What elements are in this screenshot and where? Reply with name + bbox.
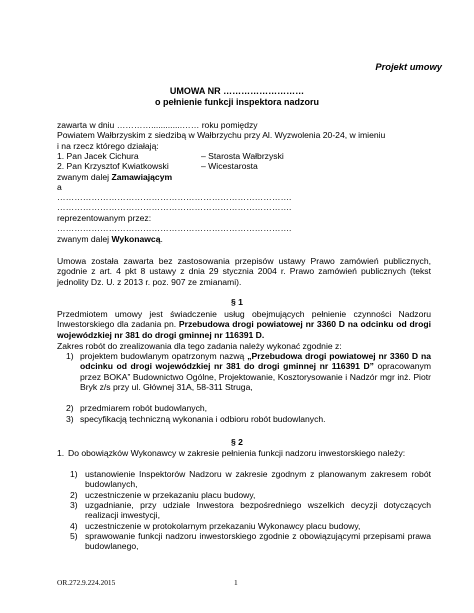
legal-basis-paragraph: Umowa została zawarta bez zastosowania przepisów ustawy Prawo zamówień publicznych, zgodnie z art. 4 pkt 8 ustawy z dnia 29 stycznia 2004 r. Prawo zamówień publicznych (tekst jednolity Dz. U. z 2013 r. poz. 907 ze zmianami). [57, 256, 431, 287]
duty-4-number: 4) [70, 521, 78, 531]
contract-subtitle: o pełnienie funkcji inspektora nadzoru [154, 97, 320, 107]
page-number: 1 [234, 578, 238, 587]
scope-item-1 [80, 351, 431, 393]
contract-title: UMOWA NR ……………………… [169, 86, 305, 96]
scope-item-2-number: 2) [66, 403, 74, 413]
and-word: a [57, 182, 62, 192]
intro-line-1: zawarta w dniu ………….............…… roku pomiędzy [57, 120, 258, 130]
duty-2-number: 2) [70, 490, 78, 500]
section-1-heading: § 1 [231, 297, 243, 307]
scope-intro: Zakres robót do zrealizowania dla tego zadania należy wykonać zgodnie z: [57, 341, 342, 351]
party-person-2-role: – Wicestarosta [201, 161, 258, 171]
duty-2: uczestniczenie w przekazaniu placu budowy, [85, 490, 256, 500]
party-person-1-name: 1. Pan Jacek Cichura [57, 151, 139, 161]
party-person-1-role: – Starosta Wałbrzyski [201, 151, 284, 161]
intro-line-2: Powiatem Wałbrzyskim z siedzibą w Wałbrzychu przy Al. Wyzwolenia 20-24, w imieniu [57, 130, 386, 140]
scope-item-1-prefix: projektem budowlanym opatrzonym nazwą [80, 351, 245, 361]
blank-line-3: ………………………………………………………………………. [57, 223, 292, 233]
represented-by: reprezentowanym przez: [57, 213, 152, 223]
ordering-party-name: Zamawiającym [111, 172, 173, 182]
duty-4: uczestniczenie w protokolarnym przekazaniu Wykonawcy placu budowy, [85, 521, 361, 531]
blank-line-1: ………………………………………………………………………. [57, 192, 292, 202]
project-title: „Przebudowa drogi powiatowej nr 3360 D na odcinku od drogi wojewódzkiej nr 381 do drogi gminnej nr 116391 D” [80, 351, 432, 372]
duty-5: sprawowanie funkcji nadzoru inwestorskiego zgodnie z obowiązującymi przepisami prawa budowlanego, [85, 531, 431, 552]
section-1-paragraph [57, 309, 431, 340]
called-contractor [57, 234, 163, 244]
section-2-point-1: Do obowiązków Wykonawcy w zakresie pełnienia funkcji nadzoru inwestorskiego należy: [68, 448, 406, 458]
called2-suffix: . [160, 234, 163, 244]
section-1-text: Przedmiotem umowy jest świadczenie usług obejmujących pełnienie czynności Nadzoru Inwestorskiego dla zadania pn. [57, 309, 431, 330]
draft-label: Projekt umowy [375, 61, 442, 72]
scope-item-2: przedmiarem robót budowlanych, [80, 403, 208, 413]
section-2-heading: § 2 [231, 437, 243, 447]
party-person-2-name: 2. Pan Krzysztof Kwiatkowski [57, 161, 169, 171]
duty-3: uzgadnianie, przy udziale Inwestora bezpośredniego wszelkich decyzji dotyczących realizacji inwestycji, [85, 500, 431, 521]
section-2-point-1-number: 1. [57, 448, 65, 458]
duty-1: ustanowienie Inspektorów Nadzoru w zakresie zgodnym z planowanym zakresem robót budowlanych, [85, 469, 431, 490]
task-name: Przebudowa drogi powiatowej nr 3360 D na odcinku od drogi wojewódzkiej nr 381 do drogi gminnej nr 116391 D. [57, 319, 431, 340]
called2-prefix: zwanym dalej [57, 234, 112, 244]
called-ordering-party [57, 172, 172, 182]
duty-5-number: 5) [70, 531, 78, 541]
scope-item-3-number: 3) [66, 414, 74, 424]
duty-3-number: 3) [70, 500, 78, 510]
contractor-party-name: Wykonawcą [111, 234, 161, 244]
scope-item-1-rest: opracowanym przez BOKA” Budownictwo Ogólne, Projektowanie, Kosztorysowanie i Nadzór mgr inż. Piotr Bryk z/s przy ul. Głównej 31A, 58-311 Struga, [80, 361, 431, 393]
blank-line-2: ………………………………………………………………………. [57, 202, 292, 212]
intro-line-3: i na rzecz którego działają: [57, 141, 159, 151]
document-reference: OR.272.9.224.2015 [57, 578, 116, 587]
duty-1-number: 1) [70, 469, 78, 479]
called-prefix: zwanym dalej [57, 172, 112, 182]
scope-item-1-number: 1) [66, 351, 74, 361]
scope-item-3: specyfikacją techniczną wykonania i odbioru robót budowlanych. [80, 414, 326, 424]
